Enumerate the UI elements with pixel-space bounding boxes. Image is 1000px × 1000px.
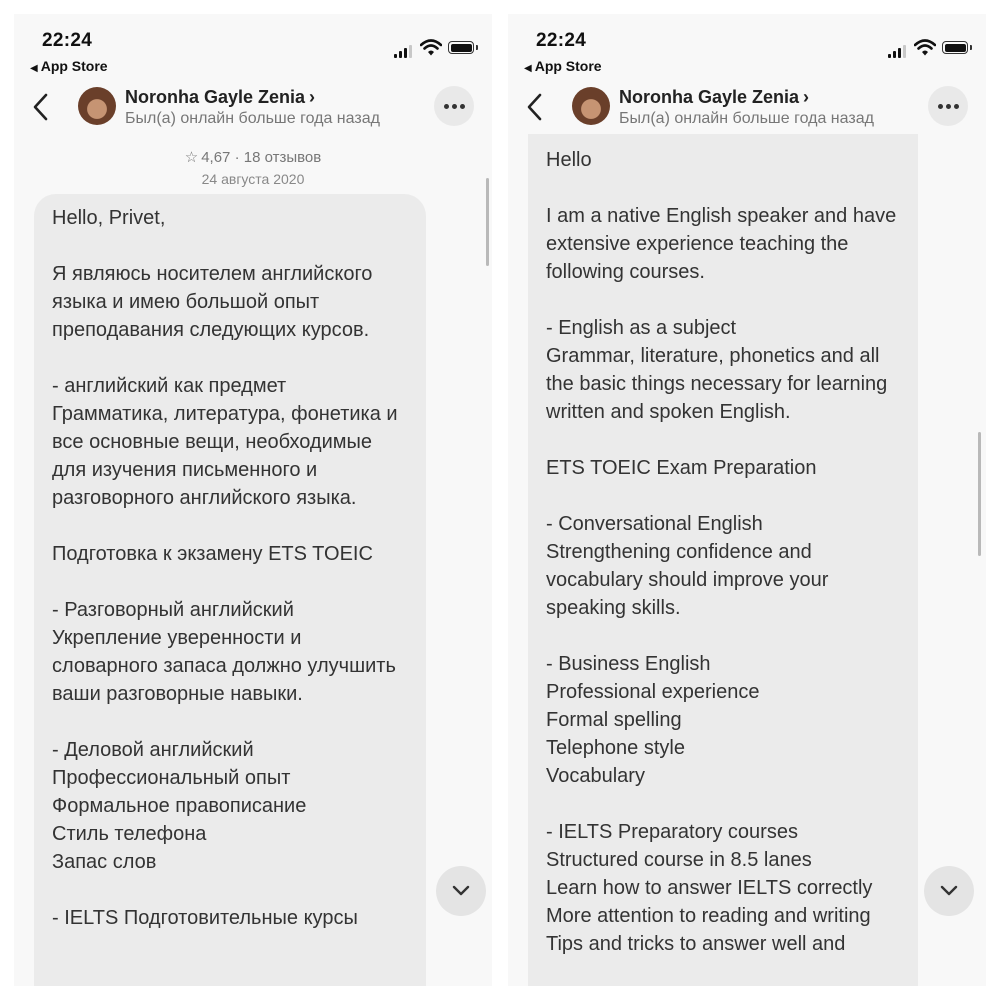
contact-name-link[interactable] [125, 87, 315, 108]
star-outline-icon: ☆ [184, 149, 199, 166]
chat-header [508, 14, 986, 134]
back-to-app-store-link[interactable] [30, 58, 108, 74]
status-icons [888, 40, 972, 58]
back-to-app-store-link[interactable] [524, 58, 602, 74]
status-time: 22:24 [42, 30, 93, 51]
scrollbar-thumb[interactable] [978, 432, 981, 556]
back-triangle-icon: ◀ [30, 63, 38, 74]
back-app-label: App Store [534, 58, 602, 74]
back-app-label: App Store [40, 58, 108, 74]
battery-icon [448, 41, 474, 54]
contact-name: Noronha Gayle Zenia [125, 87, 306, 107]
scrollbar-thumb[interactable] [486, 178, 489, 266]
back-triangle-icon: ◀ [524, 63, 532, 74]
wifi-icon [914, 38, 936, 58]
chevron-down-icon [939, 885, 959, 897]
chat-header [14, 14, 492, 144]
wifi-icon [420, 38, 442, 58]
message-bubble: Hello I am a native English speaker and have extensive experience teaching the following courses. - English as a subject Grammar, literature, phonetics and all the basic things necessary for learning written and spoken English. ETS TOEIC Exam Preparation - Conversational English Strengthening confidence and vocabulary should improve your speaking skills. - Business English Professional experience Formal spelling Telephone style Vocabulary - IELTS Preparatory courses Structured course in 8.5 lanes Learn how to answer IELTS correctly More attention to reading and writing Tips and tricks to answer well and [528, 134, 918, 986]
contact-name-link[interactable] [619, 87, 809, 108]
chat-screen-english [508, 14, 986, 986]
back-chevron-icon[interactable] [26, 90, 56, 124]
scroll-down-button[interactable] [436, 866, 486, 916]
avatar[interactable] [572, 87, 610, 125]
status-time: 22:24 [536, 30, 587, 51]
back-chevron-icon[interactable] [520, 90, 550, 124]
contact-name: Noronha Gayle Zenia [619, 87, 800, 107]
avatar[interactable] [78, 87, 116, 125]
ellipsis-icon [444, 104, 449, 109]
rating-row [14, 148, 492, 166]
more-options-button[interactable] [928, 86, 968, 126]
ellipsis-icon [938, 104, 943, 109]
scroll-down-button[interactable] [924, 866, 974, 916]
chevron-right-icon: › [803, 87, 810, 107]
battery-icon [942, 41, 968, 54]
more-options-button[interactable] [434, 86, 474, 126]
message-bubble: Hello, Privet, Я являюсь носителем английского языка и имею большой опыт преподавания следующих курсов. - английский как предмет Грамматика, литература, фонетика и все основные вещи, необходимые для изучения письменного и разговорного английского языка. Подготовка к экзамену ETS TOEIC - Разговорный английский Укрепление уверенности и словарного запаса должно улучшить ваши разговорные навыки. - Деловой английский Профессиональный опыт Формальное правописание Стиль телефона Запас слов - IELTS Подготовительные курсы [34, 194, 426, 986]
status-icons [394, 40, 478, 58]
chevron-right-icon: › [309, 87, 316, 107]
contact-last-seen: Был(а) онлайн больше года назад [619, 110, 874, 127]
rating-text: 4,67 · 18 отзывов [201, 149, 322, 166]
contact-last-seen: Был(а) онлайн больше года назад [125, 110, 380, 127]
cellular-signal-icon [888, 44, 908, 58]
cellular-signal-icon [394, 44, 414, 58]
chevron-down-icon [451, 885, 471, 897]
message-date: 24 августа 2020 [201, 171, 305, 187]
chat-screen-russian [14, 14, 492, 986]
